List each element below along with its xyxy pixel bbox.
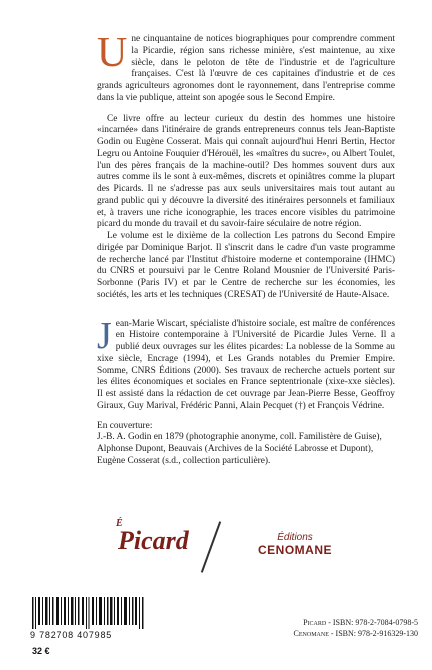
cover-credit-line: Alphonse Dupont, Beauvais (Archives de la Société Labrosse et Dupont), (97, 444, 374, 454)
publisher-logos (118, 520, 398, 578)
cenomane-logo (258, 532, 332, 557)
spacer (97, 105, 395, 114)
picard-logo-prefix: É (116, 518, 123, 529)
barcode-bars (30, 597, 148, 629)
summary-paragraph-2: Ce livre offre au lecteur curieux du destin des hommes une histoire «incarnée» dans l'itinéraire de grands entrepreneurs connus tels Jean-Baptiste Godin ou Eugène Cosserat. Mais qui connaît aujourd'hui Henri Bertin, Hector Legru ou Antoine Fouquier d'Hérouël, les «maîtres du sucre», ou Albert Toulet, l'un des pères français de la machine-outil? Des hommes souvent durs aux autres comme ils le sont à eux-mêmes, discrets et opiniâtres comme la plupart des Picards. Il ne s'adresse pas aux seuls universitaires mais tout autant au grand public qui y découvre la diversité des itinéraires personnels et familiaux et, à travers une riche iconographie, les traces encore visibles du patrimoine picard du monde du travail et du savoir-faire séculaire de notre région. (97, 113, 395, 230)
summary-paragraph-3: Le volume est le dixième de la collection Les patrons du Second Empire dirigée par Dominique Barjot. Il s'inscrit dans le cadre d'un vaste programme de recherche lancé par l'Institut d'histoire moderne et contemporaine (IHMC) du CNRS et poursuivi par le Centre Roland Mousnier de l'Université Paris-Sorbonne (Paris IV) et par le Centre de recherche sur les économies, les sociétés, les arts et les techniques (CRESAT) de l'Université de Haute-Alsace. (97, 231, 395, 300)
dropcap-j: J (97, 314, 112, 357)
isbn-cenomane: Cenomane - ISBN: 978-2-916329-130 (293, 629, 418, 638)
spacer (97, 302, 395, 311)
author-bio (97, 314, 395, 413)
logo-divider (201, 521, 221, 572)
cenomane-editions-label: Éditions (277, 532, 313, 543)
dropcap-u: U (97, 30, 128, 76)
cenomane-name: CENOMANE (258, 543, 333, 557)
picard-logo-text: Picard (118, 526, 189, 555)
text-block (97, 30, 395, 468)
isbn-picard: Picard - ISBN: 978-2-7084-0798-5 (303, 618, 418, 627)
picard-logo (116, 518, 189, 556)
barcode-digits: 9 782708 407985 (30, 630, 113, 640)
cover-credit-line: Eugène Cosserat (s.d., collection particulière). (97, 455, 271, 466)
cover-credits-heading: En couverture: (97, 420, 153, 431)
cover-credit-line: J.-B. A. Godin en 1879 (photographie anonyme, coll. Familistère de Guise), (97, 432, 382, 443)
isbn-block (208, 617, 418, 639)
author-bio-text: ean-Marie Wiscart, spécialiste d'histoire sociale, est maître de conférences en Histoire contemporaine à l'Université de Picardie Jules Verne. Il a publié deux ouvrages sur les élites picardes: La noblesse de la Somme au xixe siècle, Encrage (1994), et Les Grands notables du Premier Empire. Somme, CNRS Éditions (2000). Ses travaux de recherche actuels portent sur les élites économiques et sociales en France septentrionale (xixe-xxe siècles). Il est assisté dans la rédaction de cet ouvrage par Jean-Pierre Besse, Geoffroy Giraux, Guy Marival, Frédéric Panni, Alain Pecquet (†) et François Védrine. (97, 318, 395, 411)
price-label: 32 € (32, 646, 50, 656)
summary-paragraph-1 (97, 30, 395, 105)
summary-text-1: ne cinquantaine de notices biographiques pour comprendre comment la Picardie, région sans richesse minière, s'est maintenue, au xixe siècle, dans le peloton de tête de l'industrie et de l'agriculture françaises. C'est là l'œuvre de ces capitaines d'industrie et de ces grands agriculteurs agronomes dont le rayonnement, dans l'entreprise comme dans la vie publique, atteint son apogée sous le Second Empire. (97, 34, 395, 103)
